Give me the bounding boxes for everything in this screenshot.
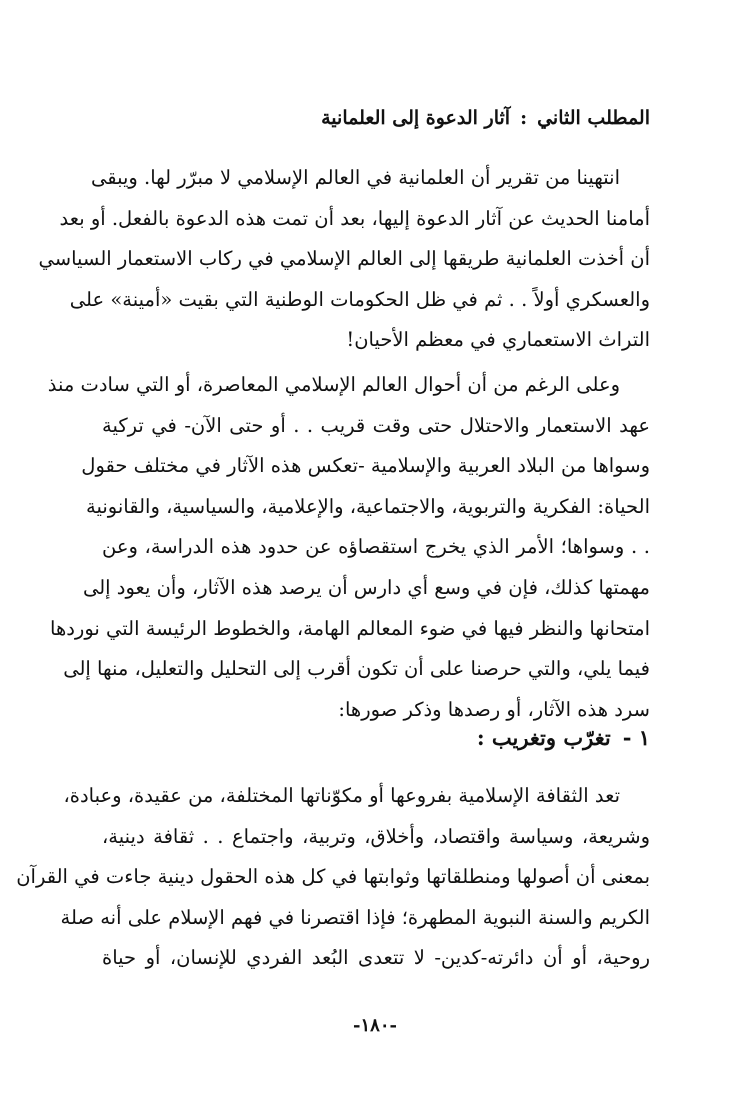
paragraph-line: عهد الاستعمار والاحتلال حتى وقت قريب . . أو حتى الآن- في تركية bbox=[102, 413, 650, 437]
paragraph-line: الحياة: الفكرية والتربوية، والاجتماعية، والإعلامية، والسياسية، والقانونية bbox=[86, 494, 650, 518]
paragraph-line: أن أخذت العلمانية طريقها إلى العالم الإسلامي في ركاب الاستعمار السياسي bbox=[38, 247, 650, 271]
paragraph-2 bbox=[47, 365, 650, 730]
paragraph-line: الكريم والسنة النبوية المطهرة؛ فإذا اقتصرنا في فهم الإسلام على أنه صلة bbox=[60, 905, 650, 929]
heading-separator: : bbox=[520, 107, 528, 129]
paragraph-line: فيما يلي، والتي حرصنا على أن تكون أقرب إلى التحليل والتعليل، منها إلى bbox=[63, 657, 650, 681]
paragraph-line: انتهينا من تقرير أن العلمانية في العالم الإسلامي لا مبرّر لها. ويبقى bbox=[90, 166, 620, 189]
paragraph-line: تعد الثقافة الإسلامية بفروعها أو مكوّناتها المختلفة، من عقيدة، وعبادة، bbox=[63, 784, 620, 807]
page-number: -١٨٠- bbox=[353, 1015, 397, 1036]
subsection-number: ١ - bbox=[622, 725, 650, 750]
paragraph-3 bbox=[16, 776, 650, 979]
paragraph-line: وسواها من البلاد العربية والإسلامية -تعكس هذه الآثار في مختلف حقول bbox=[81, 454, 650, 478]
section-heading bbox=[60, 103, 650, 133]
paragraph-line: سرد هذه الآثار، أو رصدها وذكر صورها: bbox=[338, 697, 650, 721]
paragraph-1 bbox=[38, 158, 650, 361]
heading-label: المطلب الثاني bbox=[537, 107, 650, 129]
paragraph-line: امتحانها والنظر فيها في ضوء المعالم الهامة، والخطوط الرئيسة التي نوردها bbox=[50, 616, 650, 640]
paragraph-line: مهمتها كذلك، فإن في وسع أي دارس أن يرصد هذه الآثار، وأن يعود إلى bbox=[82, 575, 650, 599]
paragraph-line: أمامنا الحديث عن آثار الدعوة إليها، بعد أن تمت هذه الدعوة بالفعل. أو بعد bbox=[59, 206, 650, 230]
paragraph-line: . . وسواها؛ الأمر الذي يخرج استقصاؤه عن حدود هذه الدراسة، وعن bbox=[102, 535, 650, 559]
paragraph-line: وعلى الرغم من أن أحوال العالم الإسلامي المعاصرة، أو التي سادت منذ bbox=[47, 373, 620, 396]
subsection-title: تغرّب وتغريب : bbox=[476, 725, 611, 750]
paragraph-line: بمعنى أن أصولها ومنطلقاتها وثوابتها في كل هذه الحقول دينية جاءت في القرآن bbox=[16, 865, 650, 889]
subsection-heading bbox=[60, 718, 650, 758]
paragraph-line: التراث الاستعماري في معظم الأحيان! bbox=[346, 328, 650, 352]
paragraph-line: والعسكري أولاً . . ثم في ظل الحكومات الوطنية التي بقيت «أمينة» على bbox=[69, 287, 650, 311]
paragraph-line: وشريعة، وسياسة واقتصاد، وأخلاق، وتربية، واجتماع . . ثقافة دينية، bbox=[102, 824, 650, 848]
paragraph-line: روحية، أو أن دائرته-كدين- لا تتعدى البُعد الفردي للإنسان، أو حياة bbox=[102, 946, 650, 970]
heading-title: آثار الدعوة إلى العلمانية bbox=[321, 107, 511, 129]
